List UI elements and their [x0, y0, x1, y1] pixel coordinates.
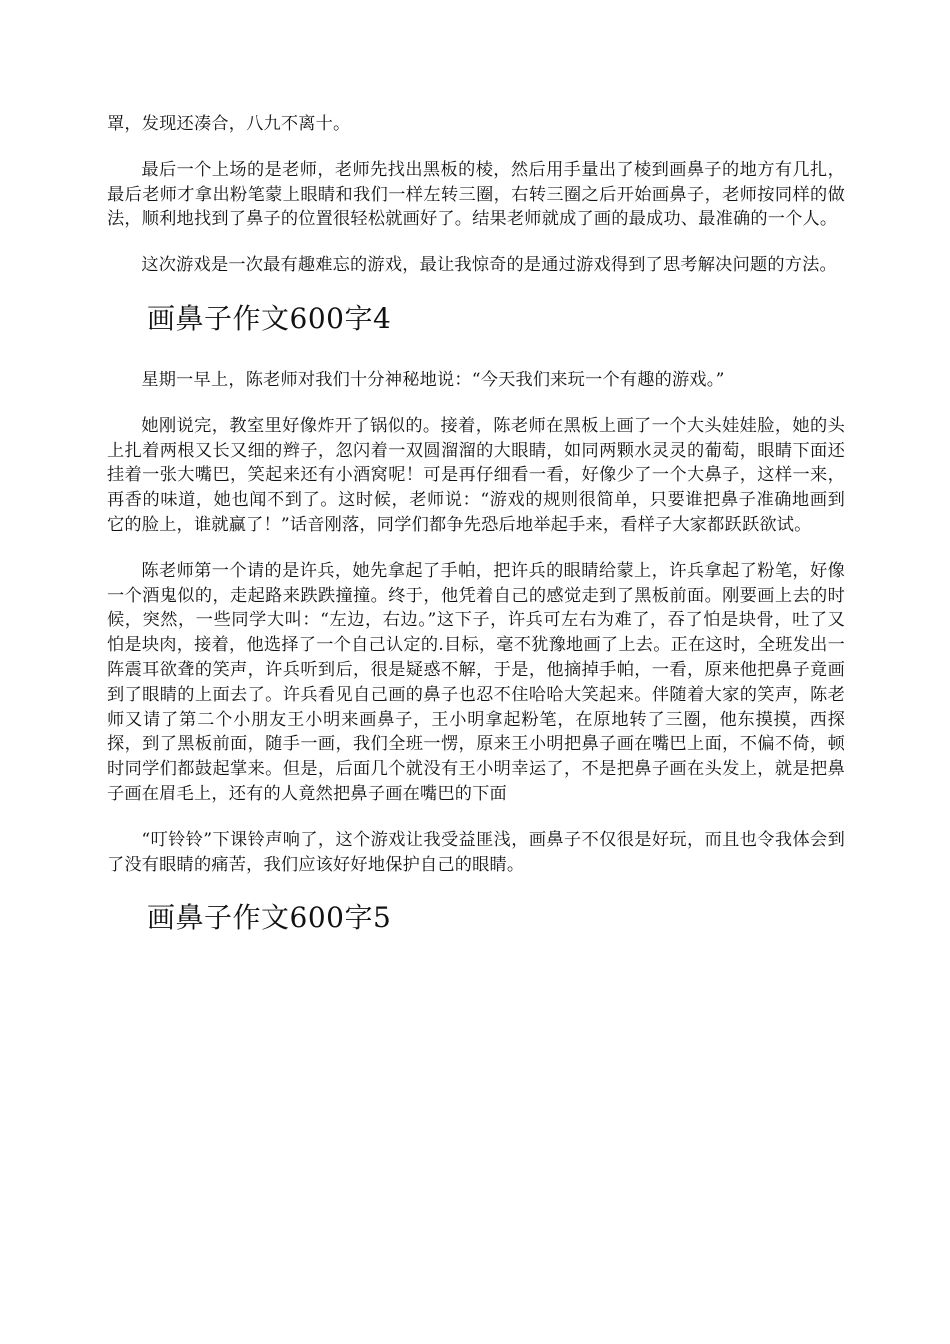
paragraph: “叮铃铃”下课铃声响了，这个游戏让我受益匪浅，画鼻子不仅很是好玩，而且也令我体会到了没有眼睛的痛苦，我们应该好好地保护自己的眼睛。 [107, 829, 845, 875]
paragraph: 陈老师第一个请的是许兵，她先拿起了手帕，把许兵的眼睛给蒙上，许兵拿起了粉笔，好像一个酒鬼似的，走起路来跌跌撞撞。终于，他凭着自己的感觉走到了黑板前面。刚要画上去的时候，突然，一些同学大叫：“左边，右边。”这下子，许兵可左右为难了，吞了怕是块骨，吐了又怕是块肉，接着，他选择了一个自己认定的.目标，毫不犹豫地画了上去。正在这时，全班发出一阵震耳欲聋的笑声，许兵听到后，很是疑惑不解，于是，他摘掉手帕，一看，原来他把鼻子竟画到了眼睛的上面去了。许兵看见自己画的鼻子也忍不住哈哈大笑起来。伴随着大家的笑声，陈老师又请了第二个小朋友王小明来画鼻子，王小明拿起粉笔，在原地转了三圈，他东摸摸，西探探，到了黑板前面，随手一画，我们全班一愣，原来王小明把鼻子画在嘴巴上面，不偏不倚，顿时同学们都鼓起掌来。但是，后面几个就没有王小明幸运了，不是把鼻子画在头发上，就是把鼻子画在眉毛上，还有的人竟然把鼻子画在嘴巴的下面 [107, 560, 845, 804]
section-heading: 画鼻子作文600字4 [147, 301, 392, 335]
section-heading: 画鼻子作文600字5 [147, 901, 392, 935]
paragraph: 最后一个上场的是老师，老师先找出黑板的棱，然后用手量出了棱到画鼻子的地方有几扎，最后老师才拿出粉笔蒙上眼睛和我们一样左转三圈，右转三圈之后开始画鼻子，老师按同样的做法，顺利地找到了鼻子的位置很轻松就画好了。结果老师就成了画的最成功、最准确的一个人。 [107, 159, 845, 230]
paragraph-continuation: 罩，发现还凑合，八九不离十。 [107, 114, 351, 134]
paragraph: 星期一早上，陈老师对我们十分神秘地说：“今天我们来玩一个有趣的游戏。” [141, 369, 725, 390]
paragraph: 她刚说完，教室里好像炸开了锅似的。接着，陈老师在黑板上画了一个大头娃娃脸，她的头上扎着两根又长又细的辫子，忽闪着一双圆溜溜的大眼睛，如同两颗水灵灵的葡萄，眼睛下面还挂着一张大嘴巴，笑起来还有小酒窝呢！可是再仔细看一看，好像少了一个大鼻子，这样一来，再香的味道，她也闻不到了。这时候，老师说：“游戏的规则很简单，只要谁把鼻子准确地画到它的脸上，谁就赢了！”话音刚落，同学们都争先恐后地举起手来，看样子大家都跃跃欲试。 [107, 415, 845, 535]
document-page [107, 112, 845, 967]
paragraph: 这次游戏是一次最有趣难忘的游戏，最让我惊奇的是通过游戏得到了思考解决问题的方法。 [141, 255, 837, 276]
